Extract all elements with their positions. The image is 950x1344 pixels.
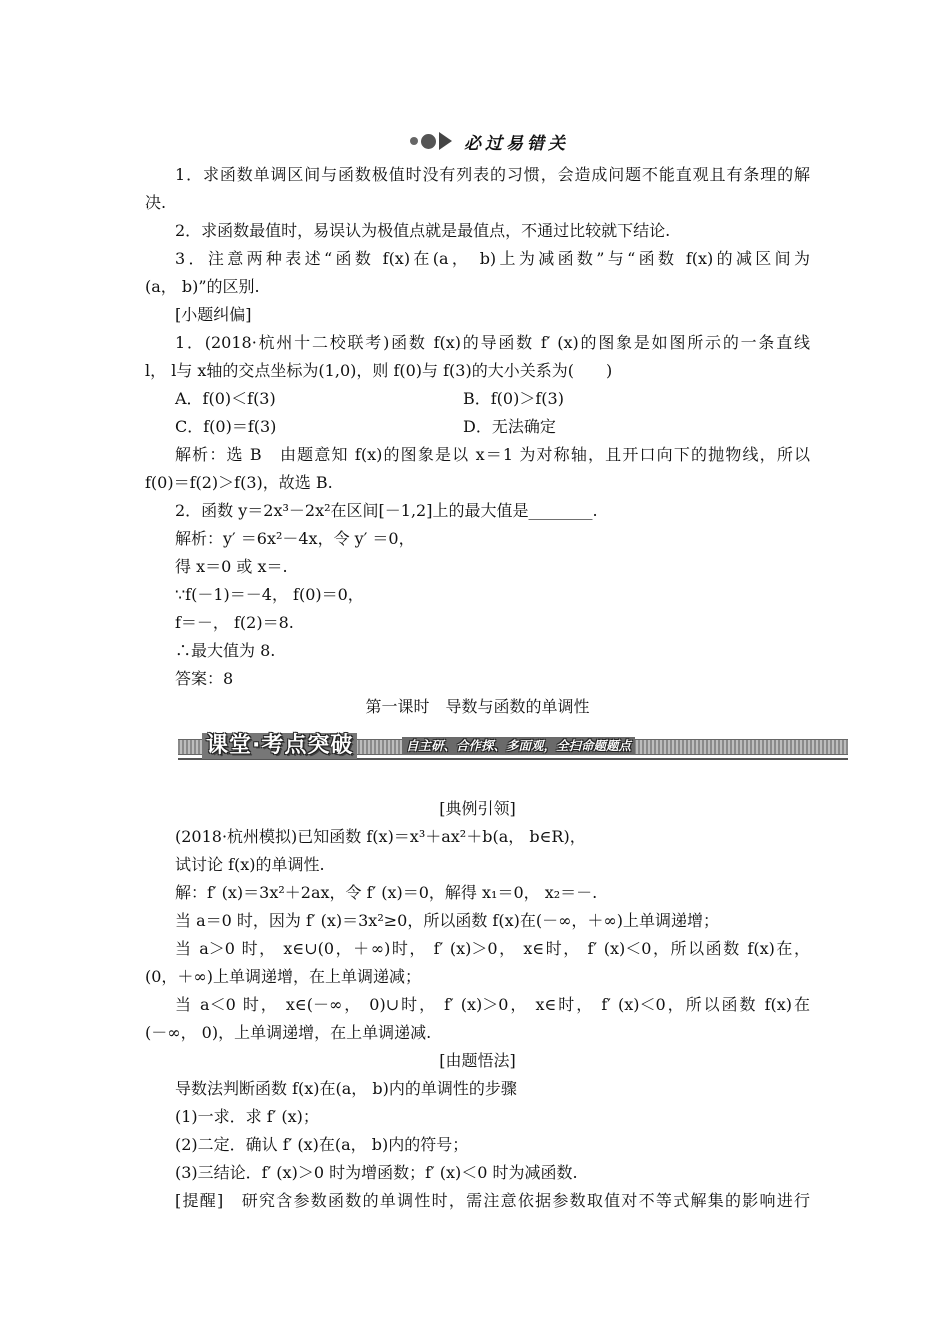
example-solution-1: 解：f′ (x)＝3x²＋2ax，令 f′ (x)＝0，解得 x₁＝0， x₂＝－.	[175, 883, 598, 902]
pitfall-1: 1．求函数单调区间与函数极值时没有列表的习惯，会造成问题不能直观且有条理的解	[175, 165, 810, 184]
q1-options-row-1	[175, 389, 810, 409]
q1-stem-cont: l， l与 x轴的交点坐标为(1,0)，则 f(0)与 f(3)的大小关系为( )	[145, 361, 613, 380]
arrow-icon	[439, 132, 452, 150]
q1-options-row-2	[175, 417, 810, 437]
method-heading: [由题悟法]	[439, 1051, 516, 1070]
example-stem-cont: 试讨论 f(x)的单调性.	[175, 855, 325, 874]
q1-option-b: B．f(0)＞f(3)	[463, 389, 564, 408]
small-question-heading: [小题纠偏]	[175, 305, 252, 324]
pitfall-3: 3．注意两种表述“函数 f(x)在(a， b)上为减函数”与“函数 f(x)的减区间为	[175, 249, 810, 268]
q1-option-d: D．无法确定	[463, 417, 556, 436]
example-heading: [典例引领]	[439, 799, 516, 818]
q1-option-a: A．f(0)＜f(3)	[175, 389, 276, 408]
method-step-2: (2)二定．确认 f′ (x)在(a， b)内的符号；	[175, 1135, 469, 1154]
pitfall-3-cont: (a， b)”的区别.	[145, 277, 260, 296]
small-dot-icon	[410, 137, 418, 145]
q2-solution-3: ∵f(－1)＝－4， f(0)＝0，	[175, 585, 364, 604]
banner-subtitle: 自主研、合作探、多面观，全扫命题题点	[402, 737, 635, 755]
example-solution-4: 当 a＜0 时， x∈(－∞， 0)∪时， f′ (x)＞0， x∈时， f′ (x)＜0，所以函数 f(x)在	[175, 995, 810, 1014]
method-step-1: (1)一求．求 f′ (x)；	[175, 1107, 319, 1126]
method-intro: 导数法判断函数 f(x)在(a， b)内的单调性的步骤	[175, 1079, 517, 1098]
lesson-title: 第一课时 导数与函数的单调性	[365, 697, 590, 716]
example-solution-3-cont: (0，＋∞)上单调递增，在上单调递减；	[145, 967, 421, 986]
pitfall-1-cont: 决.	[145, 193, 167, 212]
section-title: 必过易错关	[464, 133, 569, 154]
q2-solution-5: ∴最大值为 8.	[175, 641, 276, 660]
q2-stem: 2．函数 y＝2x³－2x²在区间[－1,2]上的最大值是________.	[175, 501, 598, 520]
section-header	[410, 130, 569, 152]
q2-answer: 答案：8	[175, 669, 234, 688]
method-step-3: (3)三结论．f′ (x)＞0 时为增函数；f′ (x)＜0 时为减函数.	[175, 1163, 578, 1182]
banner-title: 课堂·考点突破	[202, 733, 357, 759]
pitfall-2: 2．求函数最值时，易误认为极值点就是最值点，不通过比较就下结论.	[175, 221, 671, 240]
example-stem: (2018·杭州模拟)已知函数 f(x)＝x³＋ax²＋b(a， b∈R)，	[175, 827, 586, 846]
q2-solution-1: 解析：y′ ＝6x²－4x，令 y′ ＝0，	[175, 529, 415, 548]
q1-stem: 1．(2018·杭州十二校联考)函数 f(x)的导函数 f′ (x)的图象是如图所示的一条直线	[175, 333, 810, 352]
example-solution-2: 当 a＝0 时，因为 f′ (x)＝3x²≥0，所以函数 f(x)在(－∞，＋∞)上单调递增；	[175, 911, 719, 930]
q2-solution-4: f＝－， f(2)＝8.	[175, 613, 294, 632]
section-banner	[178, 733, 848, 767]
q1-solution-cont: f(0)＝f(2)＞f(3)，故选 B.	[145, 473, 333, 492]
q2-solution-2: 得 x＝0 或 x＝.	[175, 557, 288, 576]
method-tip: [提醒] 研究含参数函数的单调性时，需注意依据参数取值对不等式解集的影响进行	[175, 1191, 810, 1210]
example-solution-4-cont: (－∞， 0)，上单调递增，在上单调递减.	[145, 1023, 432, 1042]
example-solution-3: 当 a＞0 时， x∈∪(0，＋∞)时， f′ (x)＞0， x∈时， f′ (x)＜0，所以函数 f(x)在，	[175, 939, 810, 958]
q1-solution: 解析：选 B 由题意知 f(x)的图象是以 x＝1 为对称轴，且开口向下的抛物线，所以	[175, 445, 810, 464]
large-dot-icon	[421, 134, 436, 149]
q1-option-c: C．f(0)＝f(3)	[175, 417, 277, 436]
